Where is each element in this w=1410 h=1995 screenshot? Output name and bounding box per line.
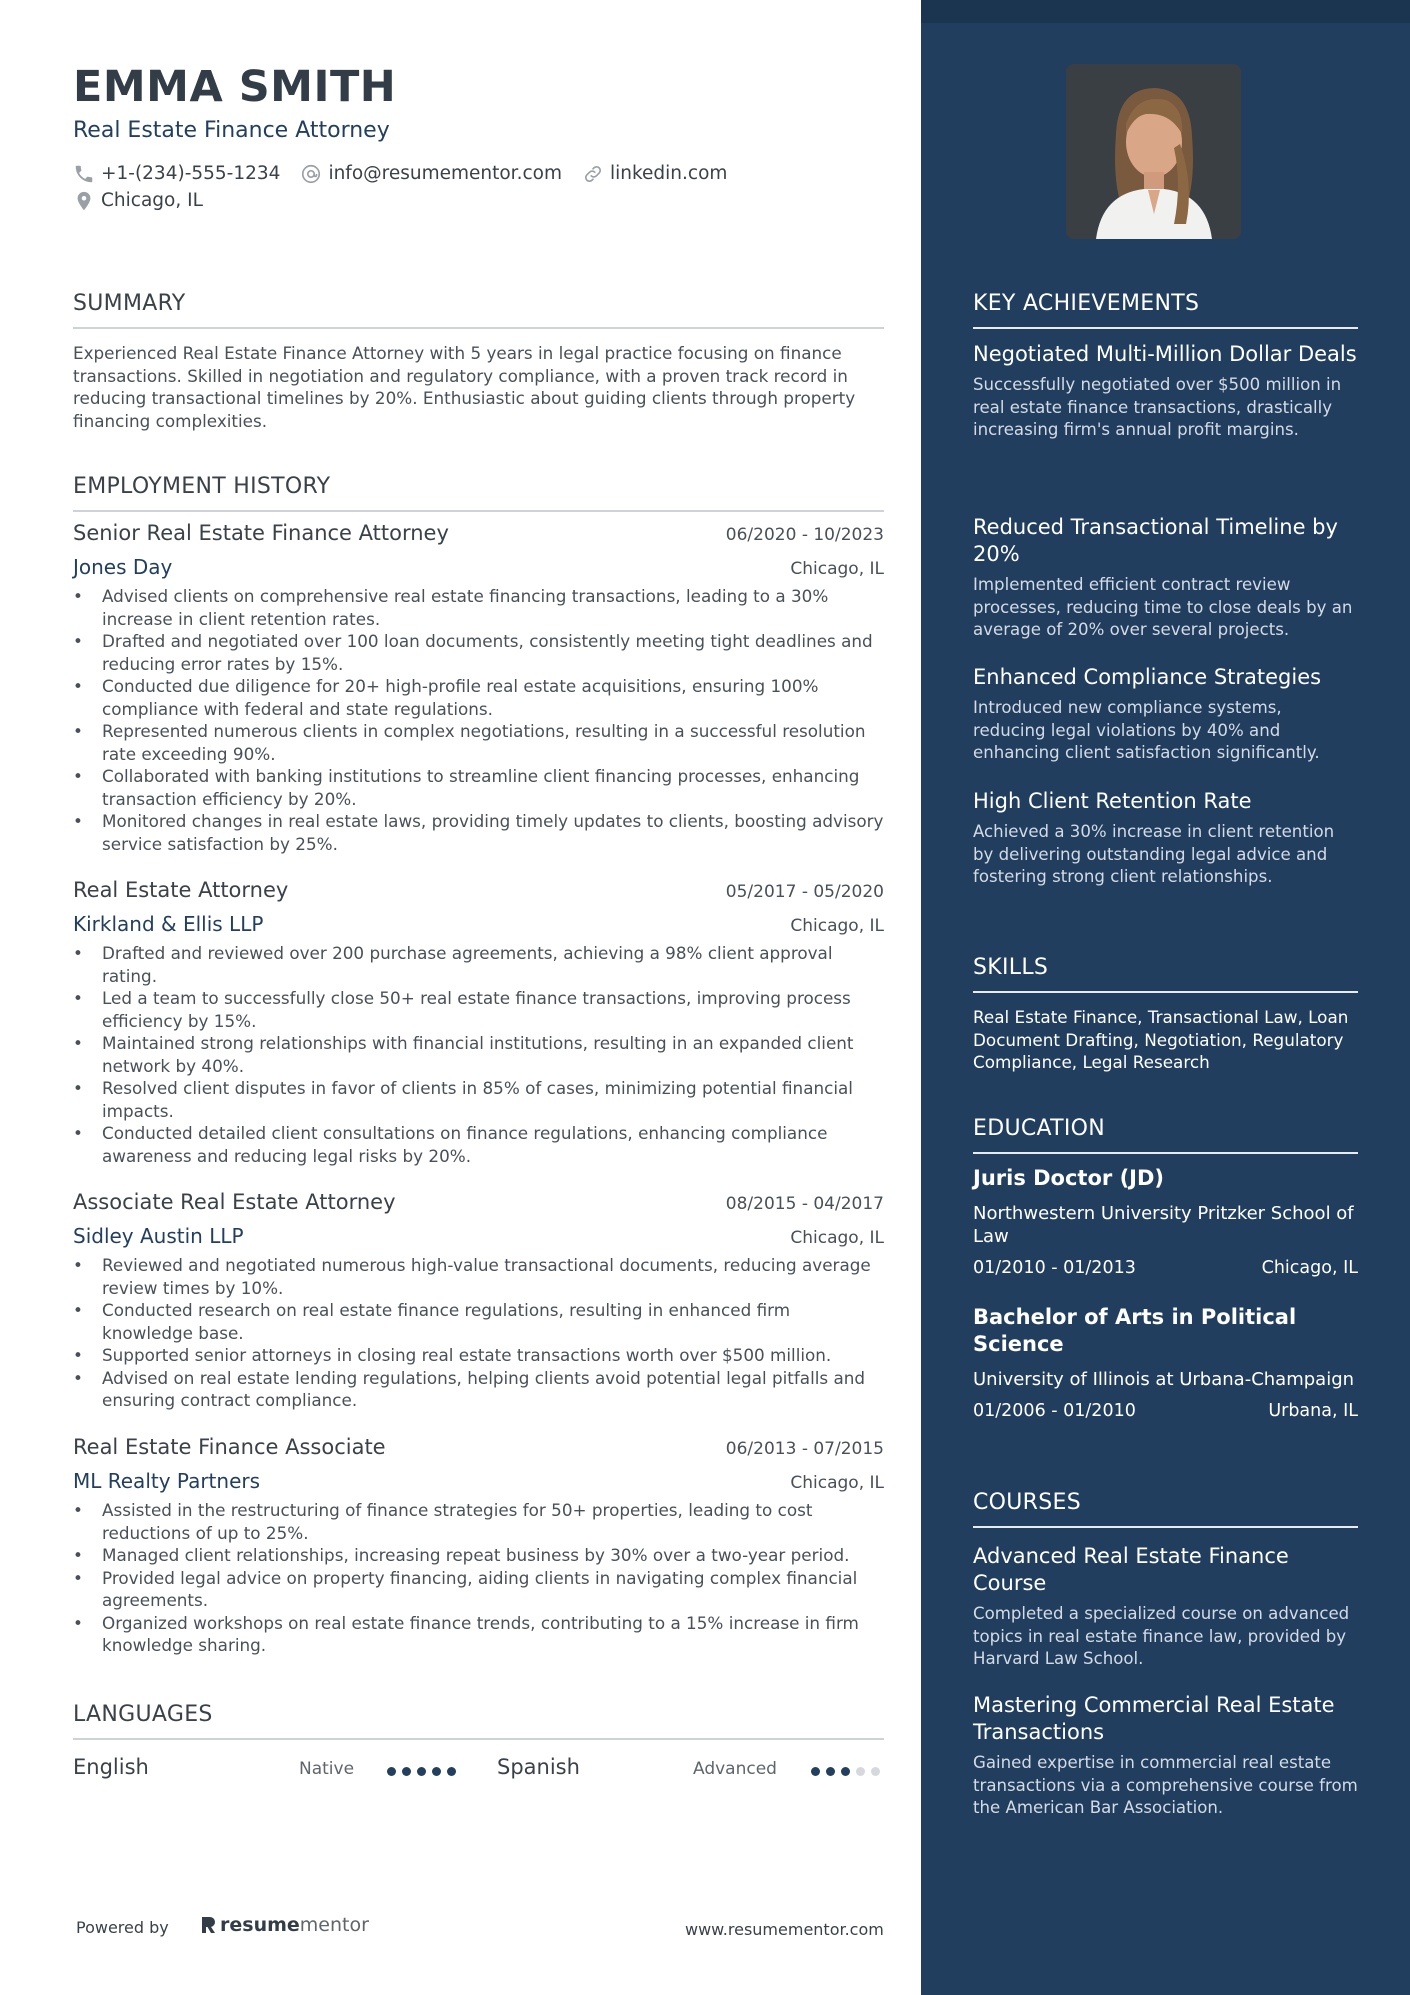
rating-dot-filled [841,1767,850,1776]
course-title: Mastering Commercial Real Estate Transactions [973,1693,1335,1744]
languages-heading: LANGUAGES [73,1702,884,1740]
job-bullets [73,1499,884,1657]
education-degree: Juris Doctor (JD) [973,1166,1165,1190]
language-name: English [73,1755,149,1779]
job-bullet: • Resolved client disputes in favor of clients in 85% of cases, minimizing potential financial impacts. [73,1077,884,1122]
job-bullets [73,1254,884,1412]
course-item [973,1692,1358,1820]
course-desc: Completed a specialized course on advanced topics in real estate finance law, provided by Harvard Law School. [973,1604,1350,1668]
logo-text-light: mentor [299,1914,369,1936]
job-company: Sidley Austin LLP [73,1224,244,1248]
job-title: Senior Real Estate Finance Attorney [73,521,449,545]
job-entry [73,521,884,855]
email-contact[interactable] [300,163,562,185]
rating-dot-empty [871,1767,880,1776]
education-degree: Bachelor of Arts in Political Science [973,1305,1297,1356]
language-item [73,1752,473,1786]
job-bullet: • Conducted due diligence for 20+ high-profile real estate acquisitions, ensuring 100% compliance with federal and state regulations. [73,675,884,720]
education-location: Urbana, IL [1268,1401,1358,1421]
rating-dot-filled [417,1767,426,1776]
rating-dot-filled [432,1767,441,1776]
resumementor-logo[interactable] [199,1914,369,1936]
rating-dot-filled [811,1767,820,1776]
job-bullet: • Monitored changes in real estate laws, providing timely updates to clients, boosting advisory service satisfaction by 25%. [73,810,884,855]
profile-photo [1066,64,1241,239]
summary-heading: SUMMARY [73,291,884,329]
education-item [973,1304,1358,1421]
job-location: Chicago, IL [790,1473,884,1493]
profile-photo-illustration [1066,64,1241,239]
linkedin-text[interactable]: linkedin.com [609,163,728,184]
job-bullet: • Led a team to successfully close 50+ real estate finance transactions, improving process efficiency by 15%. [73,987,884,1032]
education-dates: 01/2010 - 01/2013 [973,1258,1136,1278]
job-entry [73,878,884,1167]
candidate-role: Real Estate Finance Attorney [73,118,390,143]
language-rating [387,1767,462,1776]
job-location: Chicago, IL [790,916,884,936]
job-bullet: • Represented numerous clients in complex negotiations, resulting in a successful resolution rate exceeding 90%. [73,720,884,765]
achievement-item [973,664,1358,765]
job-location: Chicago, IL [790,1228,884,1248]
achievement-item [973,514,1358,642]
job-entry [73,1435,884,1657]
achievement-desc: Introduced new compliance systems, reducing legal violations by 40% and enhancing client satisfaction significantly. [973,698,1320,762]
education-location: Chicago, IL [1261,1258,1358,1278]
job-bullets [73,585,884,855]
powered-by-label: Powered by [76,1918,169,1937]
job-bullet: • Collaborated with banking institutions to streamline client financing processes, enhancing transaction efficiency by 20%. [73,765,884,810]
job-company: Kirkland & Ellis LLP [73,912,264,936]
achievement-title: High Client Retention Rate [973,789,1252,813]
job-dates: 06/2020 - 10/2023 [725,525,884,545]
sidebar [921,0,1410,1995]
phone-text: +1-(234)-555-1234 [101,163,281,184]
job-dates: 06/2013 - 07/2015 [725,1439,884,1459]
courses-heading: COURSES [973,1490,1358,1528]
resumementor-logo-icon [199,1915,217,1935]
achievement-desc: Implemented efficient contract review processes, reducing time to close deals by an average of 20% over several projects. [973,575,1353,639]
rating-dot-filled [447,1767,456,1776]
job-title: Real Estate Finance Associate [73,1435,386,1459]
job-bullet: • Managed client relationships, increasing repeat business by 30% over a two-year period. [73,1544,884,1567]
employment-heading: EMPLOYMENT HISTORY [73,474,884,512]
achievement-item [973,341,1358,442]
sidebar-top-bar [921,0,1410,23]
job-bullets [73,942,884,1167]
location-pin-icon [73,190,95,212]
education-item [973,1165,1358,1278]
language-item [497,1752,884,1786]
job-location: Chicago, IL [790,559,884,579]
at-icon [300,163,322,185]
job-bullet: • Provided legal advice on property financing, aiding clients in navigating complex financial agreements. [73,1567,884,1612]
language-level: Advanced [693,1759,777,1779]
job-company: Jones Day [73,555,173,579]
location-text: Chicago, IL [101,190,203,211]
job-bullet: • Reviewed and negotiated numerous high-value transactional documents, reducing average review times by 10%. [73,1254,884,1299]
job-bullet: • Drafted and negotiated over 100 loan documents, consistently meeting tight deadlines and reducing error rates by 15%. [73,630,884,675]
rating-dot-filled [826,1767,835,1776]
job-dates: 05/2017 - 05/2020 [725,882,884,902]
contact-info [73,160,873,214]
job-bullet: • Advised clients on comprehensive real estate financing transactions, leading to a 30% increase in client retention rates. [73,585,884,630]
job-bullet: • Conducted research on real estate finance regulations, resulting in enhanced firm knowledge base. [73,1299,884,1344]
job-bullet: • Supported senior attorneys in closing real estate transactions worth over $500 million. [73,1344,884,1367]
email-text[interactable]: info@resumementor.com [328,163,562,184]
rating-dot-filled [387,1767,396,1776]
education-heading: EDUCATION [973,1116,1358,1154]
job-bullet: • Advised on real estate lending regulations, helping clients avoid potential legal pitfalls and ensuring contract compliance. [73,1367,884,1412]
candidate-name: EMMA SMITH [73,62,397,112]
summary-text: Experienced Real Estate Finance Attorney with 5 years in legal practice focusing on finance transactions. Skilled in negotiation and regulatory compliance, with a proven track record in reducing transactional timelines by 20%. Enthusiastic about guiding clients through property financing complexities. [73,343,856,431]
job-bullet: • Drafted and reviewed over 200 purchase agreements, achieving a 98% client approval rating. [73,942,884,987]
achievement-desc: Successfully negotiated over $500 million in real estate finance transactions, drastically increasing firm's annual profit margins. [973,375,1342,439]
phone-icon [73,163,95,185]
rating-dot-empty [856,1767,865,1776]
languages-list [73,1752,884,1786]
job-bullet: • Conducted detailed client consultations on finance regulations, enhancing compliance awareness and reducing legal risks by 20%. [73,1122,884,1167]
job-title: Real Estate Attorney [73,878,289,902]
skills-text: Real Estate Finance, Transactional Law, Loan Document Drafting, Negotiation, Regulatory Compliance, Legal Research [973,1007,1349,1072]
achievement-desc: Achieved a 30% increase in client retention by delivering outstanding legal advice and fostering strong client relationships. [973,822,1335,886]
education-school: Northwestern University Pritzker School of Law [973,1203,1354,1247]
job-bullet: • Maintained strong relationships with financial institutions, resulting in an expanded client network by 40%. [73,1032,884,1077]
language-name: Spanish [497,1755,580,1779]
linkedin-contact[interactable] [582,163,727,185]
job-entry [73,1190,884,1412]
education-school: University of Illinois at Urbana-Champaign [973,1369,1355,1390]
language-level: Native [299,1759,355,1779]
achievement-title: Enhanced Compliance Strategies [973,665,1322,689]
job-title: Associate Real Estate Attorney [73,1190,396,1214]
achievement-title: Negotiated Multi-Million Dollar Deals [973,342,1357,366]
achievements-heading: KEY ACHIEVEMENTS [973,291,1358,329]
language-rating [811,1767,886,1776]
footer-website[interactable]: www.resumementor.com [685,1920,884,1939]
course-item [973,1543,1358,1671]
job-company: ML Realty Partners [73,1469,261,1493]
link-icon [582,163,604,185]
job-dates: 08/2015 - 04/2017 [725,1194,884,1214]
course-title: Advanced Real Estate Finance Course [973,1544,1289,1595]
logo-text-bold: resume [220,1914,300,1936]
job-bullet: • Assisted in the restructuring of finance strategies for 50+ properties, leading to cost reductions of up to 25%. [73,1499,884,1544]
achievement-item [973,788,1358,889]
job-bullet: • Organized workshops on real estate finance trends, contributing to a 15% increase in firm knowledge sharing. [73,1612,884,1657]
phone-contact [73,163,280,185]
location-contact [73,190,203,212]
course-desc: Gained expertise in commercial real estate transactions via a comprehensive course from the American Bar Association. [973,1753,1358,1817]
achievement-title: Reduced Transactional Timeline by 20% [973,515,1338,566]
rating-dot-filled [402,1767,411,1776]
education-dates: 01/2006 - 01/2010 [973,1401,1136,1421]
skills-heading: SKILLS [973,955,1358,993]
